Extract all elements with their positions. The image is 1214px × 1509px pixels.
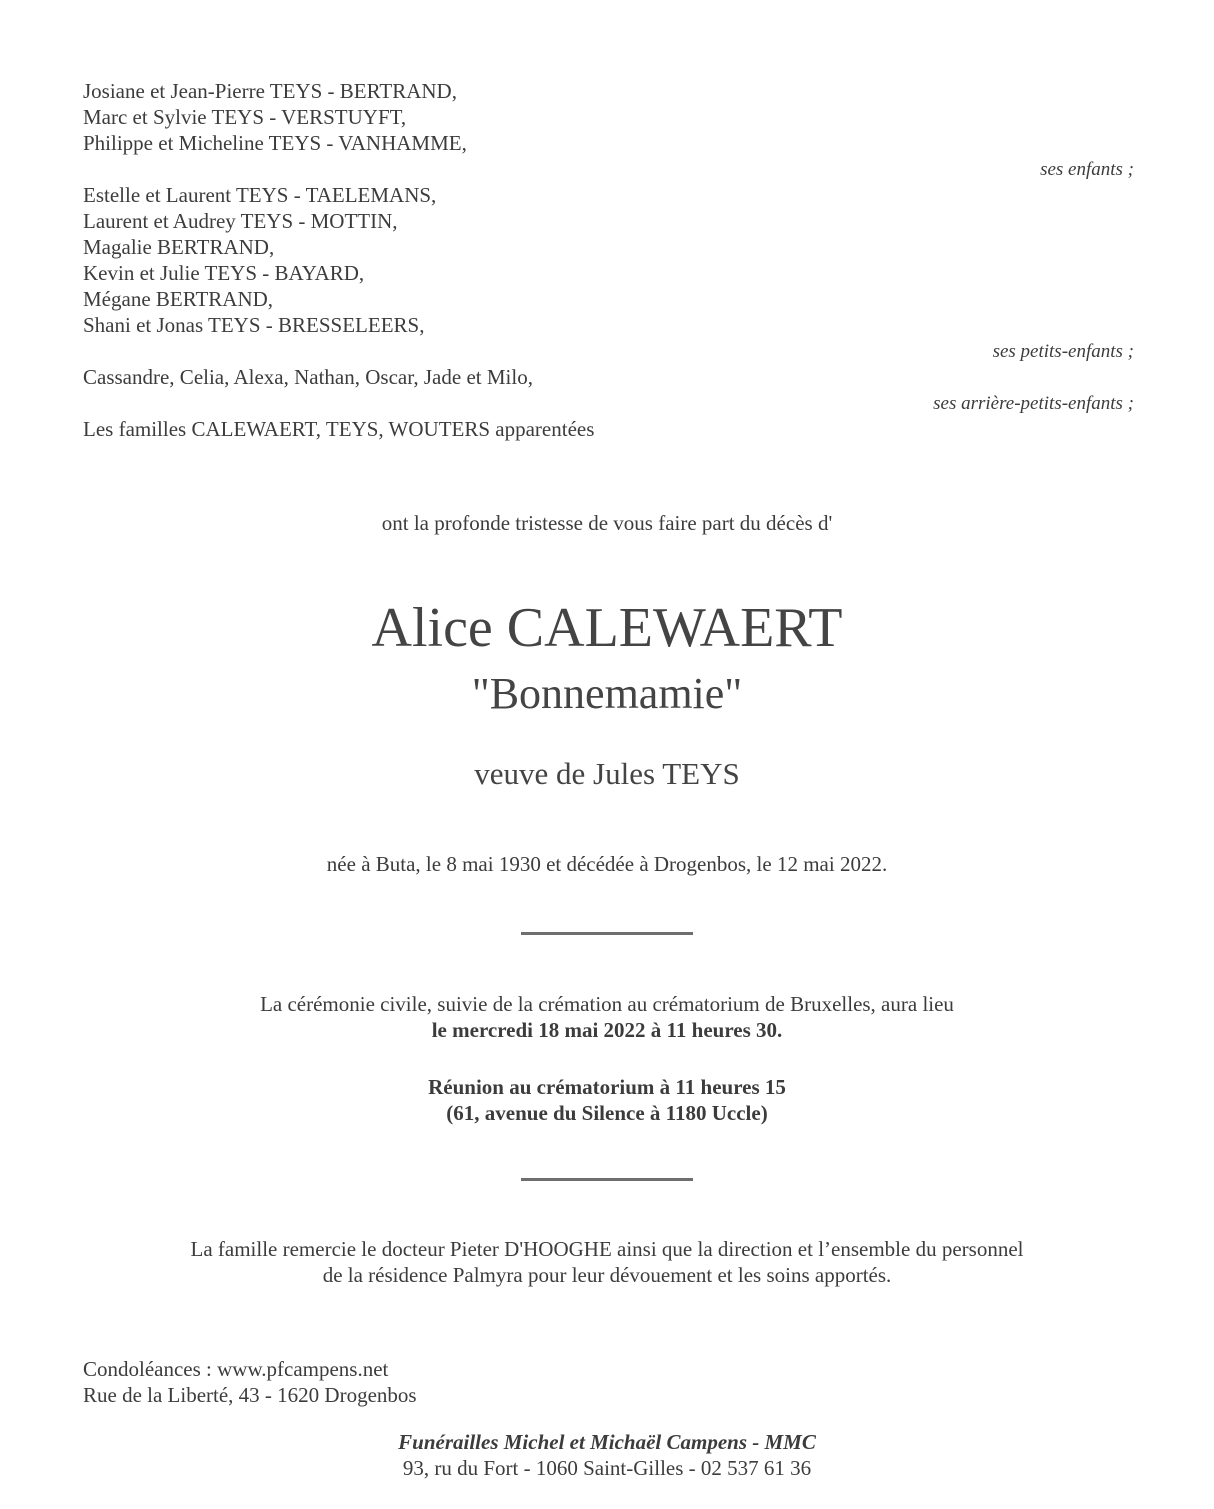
announcement: ont la profonde tristesse de vous faire part du décès d' [381,511,833,535]
condolences-link[interactable]: Condoléances : www.pfcampens.net [83,1357,389,1381]
grandchild-line-4: Kevin et Julie TEYS - BAYARD, [83,261,365,285]
meeting-line-2: (61, avenue du Silence à 1180 Uccle) [446,1101,768,1125]
separator-2 [521,1178,693,1181]
meeting-line-1: Réunion au crématorium à 11 heures 15 [428,1075,786,1099]
funeral-home-name: Funérailles Michel et Michaël Campens - MMC [398,1430,816,1454]
grandchildren-label: ses petits-enfants ; [992,341,1134,362]
grandchild-line-3: Magalie BERTRAND, [83,235,275,259]
nickname: "Bonnemamie" [471,669,743,718]
thanks-line-1: La famille remercie le docteur Pieter D'HOOGHE ainsi que la direction et l’ensemble du personnel [190,1237,1024,1261]
grandchild-line-2: Laurent et Audrey TEYS - MOTTIN, [83,209,398,233]
funeral-home-address: 93, ru du Fort - 1060 Saint-Gilles - 02 537 61 36 [402,1456,812,1480]
great-grandchildren-line: Cassandre, Celia, Alexa, Nathan, Oscar, Jade et Milo, [83,365,533,389]
great-grandchildren-label: ses arrière-petits-enfants ; [933,393,1134,414]
widow-of: veuve de Jules TEYS [474,756,740,791]
ceremony-line-1: La cérémonie civile, suivie de la crémation au crématorium de Bruxelles, aura lieu [260,992,954,1016]
grandchild-line-5: Mégane BERTRAND, [83,287,274,311]
separator-1 [521,932,693,935]
child-line-1: Josiane et Jean-Pierre TEYS - BERTRAND, [83,79,457,103]
grandchild-line-1: Estelle et Laurent TEYS - TAELEMANS, [83,183,437,207]
families-line: Les familles CALEWAERT, TEYS, WOUTERS apparentées [83,417,595,441]
child-line-3: Philippe et Micheline TEYS - VANHAMME, [83,131,467,155]
birth-death-dates: née à Buta, le 8 mai 1930 et décédée à Drogenbos, le 12 mai 2022. [326,852,888,876]
thanks-line-2: de la résidence Palmyra pour leur dévouement et les soins apportés. [322,1263,892,1287]
ceremony-line-2: le mercredi 18 mai 2022 à 11 heures 30. [431,1018,783,1042]
deceased-name: Alice CALEWAERT [371,597,843,659]
children-label: ses enfants ; [1040,159,1134,180]
family-address: Rue de la Liberté, 43 - 1620 Drogenbos [83,1383,417,1407]
child-line-2: Marc et Sylvie TEYS - VERSTUYFT, [83,105,407,129]
grandchild-line-6: Shani et Jonas TEYS - BRESSELEERS, [83,313,425,337]
